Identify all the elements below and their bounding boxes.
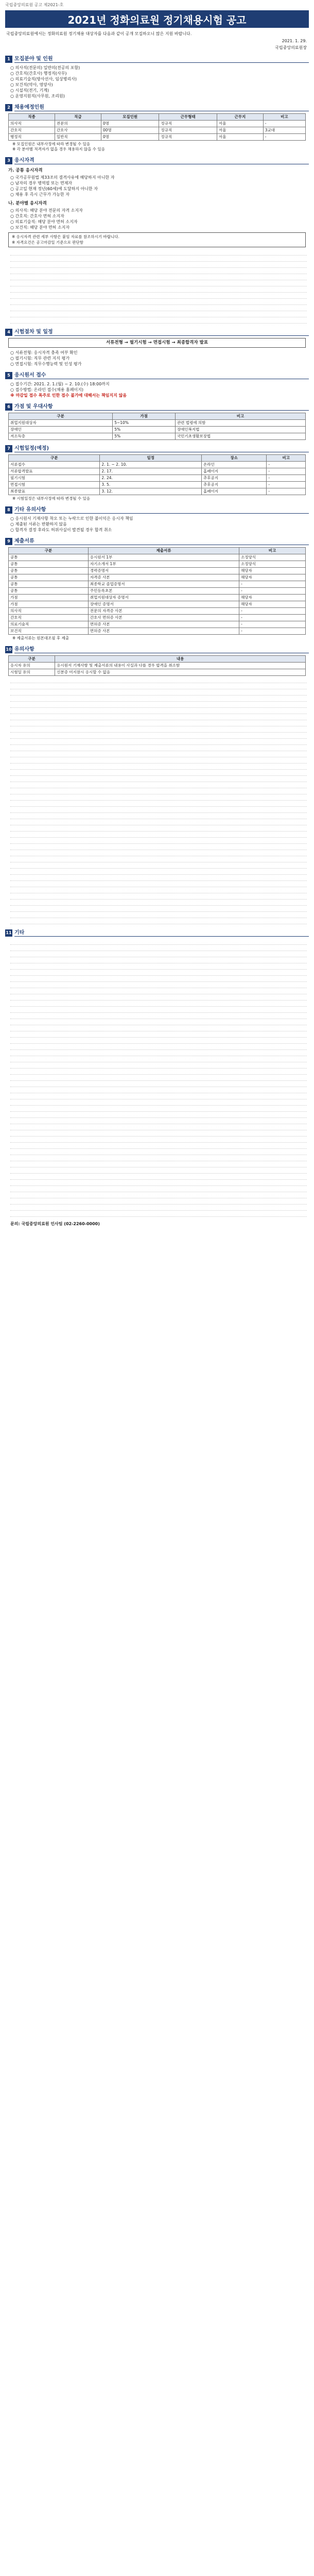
text-line	[10, 819, 307, 825]
section-1-list	[0, 65, 314, 99]
table-cell: 면허증 사본	[88, 621, 239, 628]
text-line	[10, 1112, 307, 1118]
table-header-row	[9, 454, 306, 461]
table-cell: -	[263, 121, 305, 127]
special-qualification-list	[0, 208, 314, 230]
text-line	[10, 951, 307, 957]
text-line	[10, 1044, 307, 1050]
text-line	[10, 1205, 307, 1211]
text-line	[10, 939, 307, 945]
section-1-heading: 1 모집분야 및 인원	[5, 56, 309, 63]
documents-row	[9, 567, 306, 574]
table-cell: 5~10%	[113, 419, 176, 426]
table-cell: 간호직	[9, 614, 89, 621]
table-cell: 공통	[9, 554, 89, 561]
text-line	[10, 912, 307, 918]
text-line	[10, 280, 307, 286]
table-cell: 최종발표	[9, 488, 100, 495]
schedule-row	[9, 468, 306, 474]
text-line	[10, 683, 307, 689]
section-8-heading: 8 기타 유의사항	[5, 506, 309, 514]
table-cell: 자격증 사본	[88, 574, 239, 581]
documents-row	[9, 607, 306, 614]
caution-table	[8, 655, 306, 676]
section-2-notes	[0, 142, 314, 152]
table-cell: 해당자	[239, 574, 306, 581]
column-header: 구분	[9, 413, 113, 419]
bonus-row	[9, 426, 306, 433]
table-cell: -	[239, 607, 306, 614]
text-line	[10, 733, 307, 739]
text-line	[10, 970, 307, 976]
table-cell: -	[267, 461, 306, 468]
table-cell: 공통	[9, 561, 89, 567]
table-cell: 서류합격발표	[9, 468, 100, 474]
table-cell: 가점	[9, 594, 89, 601]
table-cell: 경력증명서	[88, 567, 239, 574]
text-line	[10, 1099, 307, 1106]
text-line	[10, 268, 307, 274]
column-header: 근무지	[217, 114, 263, 121]
text-line	[10, 1155, 307, 1161]
list-item: ○ 서류전형: 응시자격 충족 여부 확인	[10, 350, 78, 355]
column-header: 직종	[9, 114, 55, 121]
text-line	[10, 788, 307, 794]
table-cell: 서울	[217, 121, 263, 127]
table-cell: 면접시험	[9, 481, 100, 488]
caution-row	[9, 669, 306, 675]
table-cell: 해당자	[239, 601, 306, 607]
notice-date: 2021. 1. 29.	[282, 39, 307, 43]
list-item: ○ 국가공무원법 제33조의 결격사유에 해당하지 아니한 자	[10, 175, 115, 180]
text-line	[10, 1186, 307, 1192]
table-cell: 취업지원대상자	[9, 419, 113, 426]
column-header: 내용	[55, 655, 306, 662]
schedule-row	[9, 461, 306, 468]
recruitment-row	[9, 127, 306, 134]
table-cell: 5%	[113, 426, 176, 433]
table-cell: 온라인	[201, 461, 266, 468]
table-cell: 응시자 유의	[9, 662, 55, 669]
text-line	[10, 1161, 307, 1167]
text-line	[10, 1062, 307, 1069]
table-cell: -	[239, 621, 306, 628]
table-cell: 의사직	[9, 121, 55, 127]
bonus-row	[9, 419, 306, 426]
text-line	[10, 757, 307, 764]
list-item: ○ 의사직(전문의) 일반의(전공의 포함)	[10, 65, 80, 70]
table-header-row	[9, 547, 306, 554]
text-line	[10, 994, 307, 1001]
text-line	[10, 1124, 307, 1130]
table-cell: 3교대	[263, 127, 305, 134]
text-line	[10, 794, 307, 801]
column-header: 비고	[175, 413, 305, 419]
text-line	[10, 1025, 307, 1031]
documents-row	[9, 574, 306, 581]
table-cell: 간호사	[55, 127, 101, 134]
text-line	[10, 988, 307, 994]
table-cell: 의사직	[9, 607, 89, 614]
bonus-table	[8, 413, 306, 440]
text-line	[10, 1038, 307, 1044]
table-cell: 추후공지	[201, 474, 266, 481]
text-line	[10, 856, 307, 862]
table-cell: -	[267, 474, 306, 481]
text-line	[10, 801, 307, 807]
table-cell: -	[239, 587, 306, 594]
table-cell: 장애인 증명서	[88, 601, 239, 607]
table-cell: 간호직	[9, 127, 55, 134]
text-line	[10, 751, 307, 757]
section-6-heading: 6 가점 및 우대사항	[5, 403, 309, 411]
table-cell: 5%	[113, 433, 176, 439]
text-line	[10, 1198, 307, 1205]
table-cell: 저소득층	[9, 433, 113, 439]
notice-number: 국립중앙의료원 공고 제2021-호	[5, 3, 64, 7]
text-line	[10, 745, 307, 751]
recruitment-row	[9, 121, 306, 127]
text-line	[10, 1106, 307, 1112]
text-line	[10, 776, 307, 782]
text-line	[10, 677, 307, 683]
documents-row	[9, 621, 306, 628]
list-item: ○ 의사직: 해당 분야 전문의 자격 소지자	[10, 208, 83, 213]
text-line	[10, 1007, 307, 1013]
text-line	[10, 1056, 307, 1062]
table-cell: 주민등록초본	[88, 587, 239, 594]
text-line	[10, 720, 307, 726]
text-line	[10, 1087, 307, 1093]
list-item: ○ 응시원서 기재사항 착오 또는 누락으로 인한 불이익은 응시자 책임	[10, 516, 133, 521]
table-cell: 일반직	[55, 134, 101, 141]
text-line	[10, 838, 307, 844]
text-line	[10, 945, 307, 951]
table-cell: 취업지원대상자 증명서	[88, 594, 239, 601]
schedule-row	[9, 488, 306, 495]
documents-table	[8, 547, 306, 635]
qualification-detail-lines	[10, 249, 307, 324]
column-header: 가점	[113, 413, 176, 419]
table-cell: 전문의	[55, 121, 101, 127]
general-qualification-list	[0, 175, 314, 197]
caution-row	[9, 662, 306, 669]
text-line	[10, 1143, 307, 1149]
list-item: ○ 보건직(약사, 영양사)	[10, 82, 53, 87]
text-line	[10, 256, 307, 262]
text-line	[10, 1167, 307, 1174]
table-cell: 보건직	[9, 628, 89, 634]
list-item: ○ 간호직(간호사) 행정직(사무)	[10, 71, 67, 76]
list-item: ○ 운영지원직(사무원, 조리원)	[10, 94, 65, 98]
table-cell: 면허증 사본	[88, 628, 239, 634]
text-line	[10, 893, 307, 900]
box-line: ※ 자격요건은 공고마감일 기준으로 판단함	[12, 240, 83, 245]
table-cell: 소정양식	[239, 554, 306, 561]
table-cell: 홈페이지	[201, 488, 266, 495]
text-line	[10, 1130, 307, 1137]
process-steps: 서류전형 → 필기시험 → 면접시험 → 최종합격자 발표	[8, 338, 306, 348]
list-item: ○ 보건직: 해당 분야 면허 소지자	[10, 225, 70, 230]
text-line	[10, 293, 307, 299]
table-cell: 관련 법령에 의함	[175, 419, 305, 426]
schedule-row	[9, 481, 306, 488]
table-cell: 공통	[9, 587, 89, 594]
table-cell: 소정양식	[239, 561, 306, 567]
table-cell: 공통	[9, 581, 89, 587]
text-line	[10, 1093, 307, 1099]
table-cell: 0명	[101, 121, 159, 127]
table-cell: -	[267, 468, 306, 474]
text-line	[10, 982, 307, 988]
text-line	[10, 286, 307, 293]
text-line	[10, 906, 307, 912]
table-cell: 3. 5.	[100, 481, 202, 488]
column-header: 직급	[55, 114, 101, 121]
documents-row	[9, 561, 306, 567]
table-cell: 공통	[9, 567, 89, 574]
table-cell: 3. 12.	[100, 488, 202, 495]
column-header: 모집인원	[101, 114, 159, 121]
table-cell: 서울	[217, 127, 263, 134]
text-line	[10, 317, 307, 324]
table-cell: 서류접수	[9, 461, 100, 468]
text-line	[10, 782, 307, 788]
table-cell: 응시원서 기재사항 및 제출서류의 내용이 사실과 다를 경우 합격을 취소함	[55, 662, 306, 669]
column-header: 구분	[9, 547, 89, 554]
list-item: ○ 필기시험: 직무 관련 지식 평가	[10, 355, 70, 361]
section-11-heading: 11 기타	[5, 929, 309, 937]
text-line	[10, 869, 307, 875]
text-line	[10, 696, 307, 702]
section-5-heading: 5 응시원서 접수	[5, 372, 309, 379]
text-line	[10, 770, 307, 776]
table-cell: -	[263, 134, 305, 141]
text-line	[10, 1211, 307, 1217]
page-title: 2021년 정화의료원 정기채용시험 공고	[5, 10, 309, 28]
schedule-row	[9, 474, 306, 481]
text-line	[10, 311, 307, 317]
column-header: 근무형태	[159, 114, 217, 121]
section-9-heading: 9 제출서류	[5, 538, 309, 545]
misc-detail-lines	[10, 939, 307, 1217]
list-item: ○ 합격자 결정 후라도 허위사실이 발견될 경우 합격 취소	[10, 527, 112, 532]
section-2-heading: 2 채용예정인원	[5, 104, 309, 111]
list-item: ○ 간호직: 간호사 면허 소지자	[10, 214, 64, 218]
text-line	[10, 918, 307, 924]
text-line	[10, 1149, 307, 1155]
table-cell: 행정직	[9, 134, 55, 141]
column-header: 비고	[263, 114, 305, 121]
text-line	[10, 957, 307, 963]
table-cell: 자기소개서 1부	[88, 561, 239, 567]
documents-row	[9, 594, 306, 601]
table-cell: 2. 1. ~ 2. 10.	[100, 461, 202, 468]
table-cell: 최종학교 졸업증명서	[88, 581, 239, 587]
table-cell: 응시원서 1부	[88, 554, 239, 561]
other-notes-list	[0, 516, 314, 533]
column-header: 구분	[9, 454, 100, 461]
column-header: 비고	[239, 547, 306, 554]
schedule-table	[8, 454, 306, 495]
column-header: 구분	[9, 655, 55, 662]
text-line	[10, 850, 307, 856]
text-line	[10, 1050, 307, 1056]
text-line	[10, 813, 307, 819]
caution-detail-lines	[10, 677, 307, 924]
table-cell: -	[239, 628, 306, 634]
text-line	[10, 887, 307, 893]
table-cell: -	[267, 481, 306, 488]
text-line	[10, 1075, 307, 1081]
recruitment-row	[9, 134, 306, 141]
text-line	[10, 881, 307, 887]
table-header-row	[9, 114, 306, 121]
text-line	[10, 1013, 307, 1019]
special-qualification-heading: 나. 분야별 응시자격	[8, 201, 47, 206]
text-line	[10, 262, 307, 268]
contact-footer: 문의: 국립중앙의료원 인사팀 (02-2260-0000)	[10, 1221, 100, 1226]
text-line	[10, 299, 307, 305]
text-line	[10, 1069, 307, 1075]
table-cell: 해당자	[239, 594, 306, 601]
table-cell: -	[239, 614, 306, 621]
table-cell: 추후공지	[201, 481, 266, 488]
table-cell: 장애인	[9, 426, 113, 433]
application-period: ○ 접수기간: 2021. 2. 1.(월) ~ 2. 10.(수) 18:00까지	[10, 381, 110, 386]
text-line	[10, 862, 307, 869]
text-line	[10, 764, 307, 770]
table-cell: 해당자	[239, 567, 306, 574]
column-header: 비고	[267, 454, 306, 461]
section-7-heading: 7 시험일정(예정)	[5, 445, 309, 452]
text-line	[10, 1180, 307, 1186]
text-line	[10, 1174, 307, 1180]
table-cell: 신분증 미지참시 응시할 수 없음	[55, 669, 306, 675]
qualification-notice-box	[8, 232, 306, 247]
table-cell: 장애인복지법	[175, 426, 305, 433]
list-item: ○ 면접시험: 직무수행능력 및 인성 평가	[10, 361, 82, 366]
schedule-note: ※ 시험일정은 내부사정에 따라 변경될 수 있음	[12, 496, 90, 501]
list-item: ○ 공고일 현재 정년(60세)에 도달하지 아니한 자	[10, 187, 98, 191]
text-line	[10, 305, 307, 311]
text-line	[10, 702, 307, 708]
table-cell: 필기시험	[9, 474, 100, 481]
documents-row	[9, 554, 306, 561]
documents-row	[9, 628, 306, 634]
text-line	[10, 963, 307, 970]
process-notes	[0, 350, 314, 367]
list-item: ○ 의료기술직: 해당 분야 면허 소지자	[10, 219, 78, 224]
text-line	[10, 900, 307, 906]
table-cell: -	[267, 488, 306, 495]
section-3-heading: 3 응시자격	[5, 157, 309, 164]
application-method: ○ 접수방법: 온라인 접수(채용 홈페이지)	[10, 387, 84, 392]
application-warning: ※ 마감일 접수 폭주로 인한 접수 불가에 대해서는 책임지지 않음	[10, 393, 127, 398]
table-cell: 00명	[101, 127, 159, 134]
note-item: ※ 모집인원은 내부사정에 따라 변경될 수 있음	[12, 142, 90, 146]
column-header: 일정	[100, 454, 202, 461]
section-10-heading: 10 유의사항	[5, 646, 309, 653]
text-line	[10, 249, 307, 256]
documents-row	[9, 581, 306, 587]
text-line	[10, 1001, 307, 1007]
text-line	[10, 274, 307, 280]
text-line	[10, 976, 307, 982]
list-item: ○ 시설직(전기, 기계)	[10, 88, 49, 93]
table-cell: 간호사 면허증 사본	[88, 614, 239, 621]
text-line	[10, 1031, 307, 1038]
text-line	[10, 708, 307, 714]
note-item: ※ 각 분야별 적격자가 없을 경우 채용하지 않을 수 있음	[12, 147, 105, 151]
text-line	[10, 875, 307, 881]
table-cell: 국민기초생활보장법	[175, 433, 305, 439]
list-item: ○ 제출된 서류는 반환하지 않음	[10, 521, 67, 527]
table-cell: 전문의 자격증 사본	[88, 607, 239, 614]
documents-note: ※ 제출서류는 원본대조필 후 제출	[12, 635, 69, 640]
list-item: ○ 남자의 경우 병역필 또는 면제자	[10, 181, 73, 185]
table-cell: 시험일 유의	[9, 669, 55, 675]
text-line	[10, 1019, 307, 1025]
column-header: 장소	[201, 454, 266, 461]
issuer: 국립중앙의료원장	[275, 45, 307, 50]
table-cell: 서울	[217, 134, 263, 141]
table-cell: 0명	[101, 134, 159, 141]
table-cell: 정규직	[159, 127, 217, 134]
recruitment-table	[8, 113, 306, 141]
documents-row	[9, 614, 306, 621]
text-line	[10, 825, 307, 832]
box-line: ※ 응시자격 관련 세부 사항은 붙임 자료를 참조하시기 바랍니다.	[12, 234, 119, 239]
documents-row	[9, 601, 306, 607]
table-header-row	[9, 413, 306, 419]
table-cell: 2. 24.	[100, 474, 202, 481]
documents-row	[9, 587, 306, 594]
text-line	[10, 739, 307, 745]
text-line	[10, 1192, 307, 1198]
list-item: ○ 의료기술직(방사선사, 임상병리사)	[10, 77, 77, 81]
column-header: 제출서류	[88, 547, 239, 554]
general-qualification-heading: 가. 공통 응시자격	[8, 168, 43, 173]
intro-text: 국립중앙의료원에서는 정화의료원 정기채용 대상자를 다음과 같이 공개 모집하오니 많은 지원 바랍니다.	[6, 31, 192, 36]
table-cell: 2. 17.	[100, 468, 202, 474]
text-line	[10, 726, 307, 733]
text-line	[10, 807, 307, 813]
table-cell: 정규직	[159, 121, 217, 127]
text-line	[10, 714, 307, 720]
table-cell: 홈페이지	[201, 468, 266, 474]
list-item: ○ 채용 후 즉시 근무가 가능한 자	[10, 192, 69, 197]
table-cell: 정규직	[159, 134, 217, 141]
text-line	[10, 844, 307, 850]
table-cell: -	[239, 581, 306, 587]
table-cell: 공통	[9, 574, 89, 581]
text-line	[10, 1118, 307, 1124]
bonus-row	[9, 433, 306, 439]
table-cell: 의료기술직	[9, 621, 89, 628]
text-line	[10, 1081, 307, 1087]
table-header-row	[9, 655, 306, 662]
table-cell: 가점	[9, 601, 89, 607]
text-line	[10, 1137, 307, 1143]
text-line	[10, 832, 307, 838]
text-line	[10, 689, 307, 696]
section-4-heading: 4 시험절차 및 일정	[5, 329, 309, 336]
